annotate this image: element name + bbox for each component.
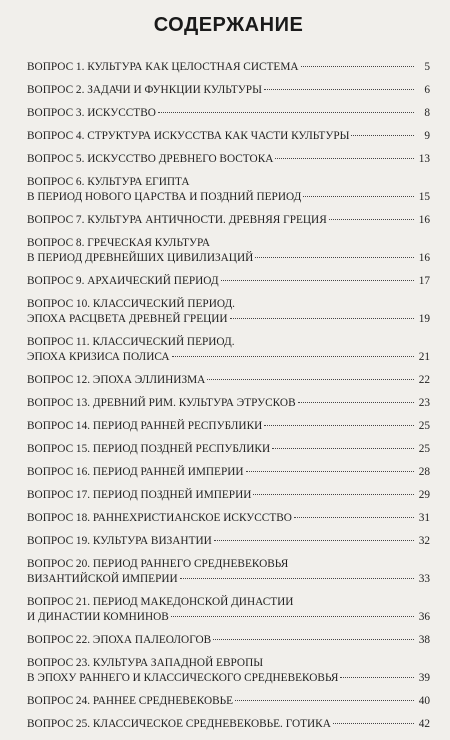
toc-entry-title: ВОПРОС 19. КУЛЬТУРА ВИЗАНТИИ [27, 535, 212, 547]
toc-entry-title: ЭПОХА КРИЗИСА ПОЛИСА [27, 351, 170, 363]
toc-entry-line [27, 557, 430, 572]
toc-entry-title: ВОПРОС 4. СТРУКТУРА ИСКУССТВА КАК ЧАСТИ КУЛЬТУРЫ [27, 130, 350, 142]
toc-page-number: 8 [424, 107, 430, 119]
toc-entry-line [27, 694, 430, 709]
toc-page-number: 25 [418, 443, 430, 455]
dot-leader [301, 66, 414, 67]
toc-entry-line [27, 671, 430, 686]
dot-leader [298, 402, 414, 403]
dot-leader [272, 448, 414, 449]
toc-entry-title: ВОПРОС 12. ЭПОХА ЭЛЛИНИЗМА [27, 374, 206, 386]
toc-entry-title: В ЭПОХУ РАННЕГО И КЛАССИЧЕСКОГО СРЕДНЕВЕКОВЬЯ [27, 672, 339, 684]
dot-leader [172, 356, 415, 357]
toc-page-number: 32 [418, 535, 430, 547]
toc-entry [27, 419, 430, 442]
toc-entry [27, 717, 430, 740]
toc-entry-line [27, 274, 430, 289]
toc-entry-title: ВОПРОС 11. КЛАССИЧЕСКИЙ ПЕРИОД. [27, 336, 235, 348]
dot-leader [329, 219, 414, 220]
toc-entry [27, 511, 430, 534]
toc-entry [27, 557, 430, 595]
toc-entry-title: ВОПРОС 22. ЭПОХА ПАЛЕОЛОГОВ [27, 634, 212, 646]
toc-page-number: 5 [424, 61, 430, 73]
toc-entry-line [27, 595, 430, 610]
toc-entry-line [27, 83, 430, 98]
toc-page-number: 36 [418, 611, 430, 623]
toc-entry-line [27, 106, 430, 121]
toc-entry-line [27, 213, 430, 228]
toc-entry-title: ВОПРОС 5. ИСКУССТВО ДРЕВНЕГО ВОСТОКА [27, 153, 274, 165]
toc-entry-title: ВОПРОС 6. КУЛЬТУРА ЕГИПТА [27, 176, 190, 188]
toc-page-number: 39 [418, 672, 430, 684]
toc-entry-title: ВОПРОС 16. ПЕРИОД РАННЕЙ ИМПЕРИИ [27, 466, 244, 478]
toc-page-number: 13 [418, 153, 430, 165]
toc-page-number: 6 [424, 84, 430, 96]
toc-entry-line [27, 175, 430, 190]
toc-entry-line [27, 373, 430, 388]
toc-page-number: 31 [418, 512, 430, 524]
toc-entry [27, 129, 430, 152]
toc-page-number: 19 [418, 313, 430, 325]
toc-entry-line [27, 465, 430, 480]
toc-entry [27, 396, 430, 419]
toc-entry-line [27, 656, 430, 671]
toc-entry-title: ВОПРОС 21. ПЕРИОД МАКЕДОНСКОЙ ДИНАСТИИ [27, 596, 294, 608]
toc-entry-line [27, 312, 430, 327]
toc-page-number: 17 [418, 275, 430, 287]
toc-entry-title: В ПЕРИОД ДРЕВНЕЙШИХ ЦИВИЛИЗАЦИЙ [27, 252, 254, 264]
toc-entry-title: ВОПРОС 23. КУЛЬТУРА ЗАПАДНОЙ ЕВРОПЫ [27, 657, 264, 669]
toc-entry [27, 152, 430, 175]
toc-entry [27, 488, 430, 511]
dot-leader [230, 318, 414, 319]
toc-entry [27, 595, 430, 633]
toc-page-number: 22 [418, 374, 430, 386]
toc-entry-title: ВОПРОС 1. КУЛЬТУРА КАК ЦЕЛОСТНАЯ СИСТЕМА [27, 61, 299, 73]
toc-entry-title: ВОПРОС 24. РАННЕЕ СРЕДНЕВЕКОВЬЕ [27, 695, 234, 707]
toc-entry-title: ВОПРОС 8. ГРЕЧЕСКАЯ КУЛЬТУРА [27, 237, 210, 249]
toc-entry-line [27, 350, 430, 365]
toc-entry [27, 534, 430, 557]
dot-leader [214, 540, 414, 541]
toc-entry [27, 236, 430, 274]
toc-entry [27, 175, 430, 213]
toc-entry-line [27, 129, 430, 144]
toc-entry-line [27, 251, 430, 266]
toc-entry-line [27, 488, 430, 503]
toc-entry-title: ВИЗАНТИЙСКОЙ ИМПЕРИИ [27, 573, 178, 585]
toc-entry-line [27, 190, 430, 205]
toc-entry-line [27, 511, 430, 526]
toc-entry-title: ВОПРОС 3. ИСКУССТВО [27, 107, 156, 119]
toc-page-number: 25 [418, 420, 430, 432]
dot-leader [246, 471, 414, 472]
toc-page-number: 42 [418, 718, 430, 730]
dot-leader [264, 89, 414, 90]
toc-entry-title: ВОПРОС 13. ДРЕВНИЙ РИМ. КУЛЬТУРА ЭТРУСКОВ [27, 397, 296, 409]
dot-leader [221, 280, 414, 281]
toc-entry-line [27, 572, 430, 587]
dot-leader [275, 158, 414, 159]
toc-entry-line [27, 442, 430, 457]
toc-page-number: 21 [418, 351, 430, 363]
toc-entry-line [27, 60, 430, 75]
toc-page-number: 38 [418, 634, 430, 646]
dot-leader [340, 677, 414, 678]
toc-page-number: 33 [418, 573, 430, 585]
toc-entry [27, 442, 430, 465]
toc-page-number: 9 [424, 130, 430, 142]
toc-entry [27, 335, 430, 373]
toc-entry-title: ВОПРОС 15. ПЕРИОД ПОЗДНЕЙ РЕСПУБЛИКИ [27, 443, 271, 455]
toc-entry-line [27, 236, 430, 251]
toc-entry [27, 694, 430, 717]
dot-leader [213, 639, 414, 640]
dot-leader [171, 616, 414, 617]
toc-entry-line [27, 152, 430, 167]
toc-entry-title: ВОПРОС 2. ЗАДАЧИ И ФУНКЦИИ КУЛЬТУРЫ [27, 84, 262, 96]
toc-entry-title: И ДИНАСТИИ КОМНИНОВ [27, 611, 169, 623]
toc-page-number: 29 [418, 489, 430, 501]
dot-leader [255, 257, 414, 258]
page-title: СОДЕРЖАНИЕ [153, 14, 304, 36]
toc-page-number: 16 [418, 214, 430, 226]
toc-entry-line [27, 534, 430, 549]
toc-entry-title: В ПЕРИОД НОВОГО ЦАРСТВА И ПОЗДНИЙ ПЕРИОД [27, 191, 302, 203]
toc-entry [27, 297, 430, 335]
toc-entry [27, 60, 430, 83]
toc-page-number: 28 [418, 466, 430, 478]
toc-entry-title: ВОПРОС 7. КУЛЬТУРА АНТИЧНОСТИ. ДРЕВНЯЯ ГРЕЦИЯ [27, 214, 327, 226]
toc-entry [27, 656, 430, 694]
toc-entry-line [27, 297, 430, 312]
toc-entry-line [27, 419, 430, 434]
toc-entry-line [27, 717, 430, 732]
toc-entry-line [27, 610, 430, 625]
toc-entry [27, 373, 430, 396]
toc-entry-title: ВОПРОС 14. ПЕРИОД РАННЕЙ РЕСПУБЛИКИ [27, 420, 263, 432]
dot-leader [294, 517, 414, 518]
toc-entry-title: ЭПОХА РАСЦВЕТА ДРЕВНЕЙ ГРЕЦИИ [27, 313, 228, 325]
toc-entry [27, 633, 430, 656]
toc-page-number: 23 [418, 397, 430, 409]
toc-page-number: 15 [418, 191, 430, 203]
toc-page-number: 40 [418, 695, 430, 707]
toc-entry-title: ВОПРОС 18. РАННЕХРИСТИАНСКОЕ ИСКУССТВО [27, 512, 292, 524]
toc-entry-title: ВОПРОС 25. КЛАССИЧЕСКОЕ СРЕДНЕВЕКОВЬЕ. ГОТИКА [27, 718, 331, 730]
toc-entry-line [27, 335, 430, 350]
toc-entry [27, 465, 430, 488]
toc-entry-line [27, 396, 430, 411]
toc-page-number: 16 [418, 252, 430, 264]
toc-list [27, 60, 430, 740]
dot-leader [158, 112, 414, 113]
dot-leader [180, 578, 414, 579]
toc-entry-title: ВОПРОС 10. КЛАССИЧЕСКИЙ ПЕРИОД. [27, 298, 235, 310]
toc-entry-line [27, 633, 430, 648]
dot-leader [333, 723, 414, 724]
dot-leader [207, 379, 414, 380]
toc-entry-title: ВОПРОС 9. АРХАИЧЕСКИЙ ПЕРИОД [27, 275, 219, 287]
toc-entry-title: ВОПРОС 17. ПЕРИОД ПОЗДНЕЙ ИМПЕРИИ [27, 489, 252, 501]
dot-leader [303, 196, 414, 197]
dot-leader [235, 700, 414, 701]
toc-entry-title: ВОПРОС 20. ПЕРИОД РАННЕГО СРЕДНЕВЕКОВЬЯ [27, 558, 289, 570]
toc-entry [27, 274, 430, 297]
dot-leader [264, 425, 414, 426]
toc-entry [27, 106, 430, 129]
dot-leader [253, 494, 414, 495]
toc-entry [27, 83, 430, 106]
toc-entry [27, 213, 430, 236]
dot-leader [351, 135, 414, 136]
